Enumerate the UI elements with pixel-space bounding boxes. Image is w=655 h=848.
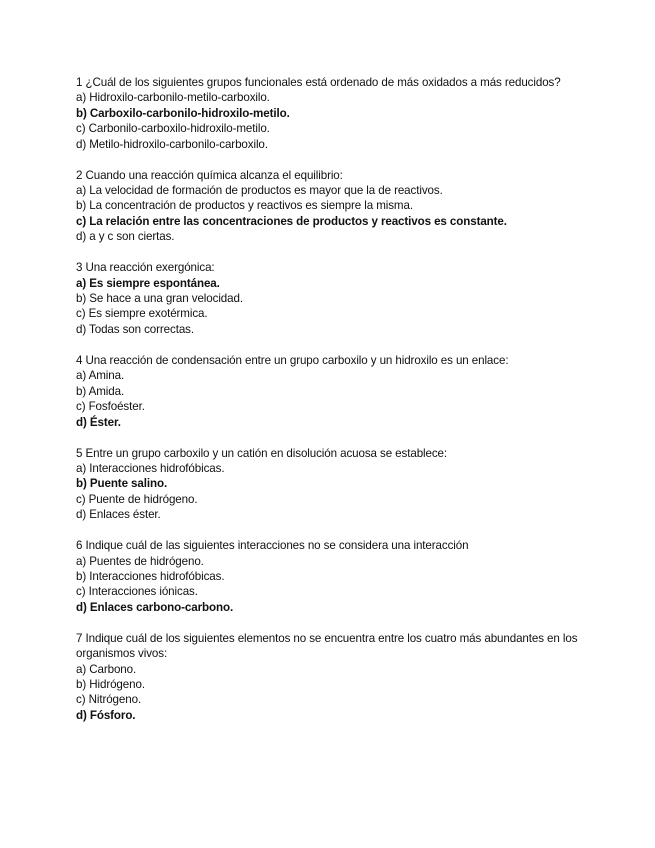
option-c: c) Fosfoéster. [76, 400, 145, 414]
question-text: 3 Una reacción exergónica: [76, 261, 215, 275]
option-c: c) Carbonilo-carboxilo-hidroxilo-metilo. [76, 122, 270, 136]
option-b-correct: b) Carboxilo-carbonilo-hidroxilo-metilo. [76, 106, 290, 120]
option-a: a) Puentes de hidrógeno. [76, 554, 204, 568]
option-a: a) Carbono. [76, 662, 137, 676]
question-2 [76, 168, 586, 245]
option-b: b) Se hace a una gran velocidad. [76, 292, 243, 306]
question-3 [76, 260, 586, 337]
question-text: 7 Indique cuál de los siguientes elementos no se encuentra entre los cuatro más abundantes en los organismos vivos: [76, 631, 578, 661]
option-a-correct: a) Es siempre espontánea. [76, 276, 220, 290]
option-d: d) Metilo-hidroxilo-carbonilo-carboxilo. [76, 137, 268, 151]
option-d-correct: d) Éster. [76, 415, 121, 429]
option-b: b) Hidrógeno. [76, 677, 145, 691]
question-text: 5 Entre un grupo carboxilo y un catión en disolución acuosa se establece: [76, 446, 448, 460]
question-4 [76, 353, 586, 430]
option-d: d) Todas son correctas. [76, 322, 194, 336]
option-d-correct: d) Enlaces carbono-carbono. [76, 600, 234, 614]
question-text: 1 ¿Cuál de los siguientes grupos funcionales está ordenado de más oxidados a más reducidos? [76, 76, 561, 89]
question-text: 4 Una reacción de condensación entre un grupo carboxilo y un hidroxilo es un enlace: [76, 353, 509, 367]
option-a: a) La velocidad de formación de productos es mayor que la de reactivos. [76, 184, 443, 198]
question-5 [76, 446, 586, 523]
option-a: a) Hidroxilo-carbonilo-metilo-carboxilo. [76, 91, 270, 105]
option-b-correct: b) Puente salino. [76, 477, 168, 491]
option-c: c) Es siempre exotérmica. [76, 307, 208, 321]
option-b: b) Interacciones hidrofóbicas. [76, 569, 225, 583]
option-b: b) Amida. [76, 384, 125, 398]
question-text: 6 Indique cuál de las siguientes interacciones no se considera una interacción [76, 539, 469, 553]
option-d-correct: d) Fósforo. [76, 708, 136, 722]
option-d: d) a y c son ciertas. [76, 230, 175, 244]
option-d: d) Enlaces éster. [76, 508, 161, 522]
option-c: c) Nitrógeno. [76, 693, 142, 707]
question-1 [76, 75, 586, 152]
question-6 [76, 538, 586, 615]
option-c: c) Interacciones iónicas. [76, 585, 198, 599]
question-text: 2 Cuando una reacción química alcanza el equilibrio: [76, 168, 343, 182]
question-7 [76, 631, 586, 723]
option-a: a) Amina. [76, 369, 125, 383]
option-c: c) Puente de hidrógeno. [76, 492, 198, 506]
quiz-document [76, 75, 586, 739]
option-b: b) La concentración de productos y reactivos es siempre la misma. [76, 199, 413, 213]
option-c-correct: c) La relación entre las concentraciones de productos y reactivos es constante. [76, 214, 507, 228]
option-a: a) Interacciones hidrofóbicas. [76, 461, 225, 475]
